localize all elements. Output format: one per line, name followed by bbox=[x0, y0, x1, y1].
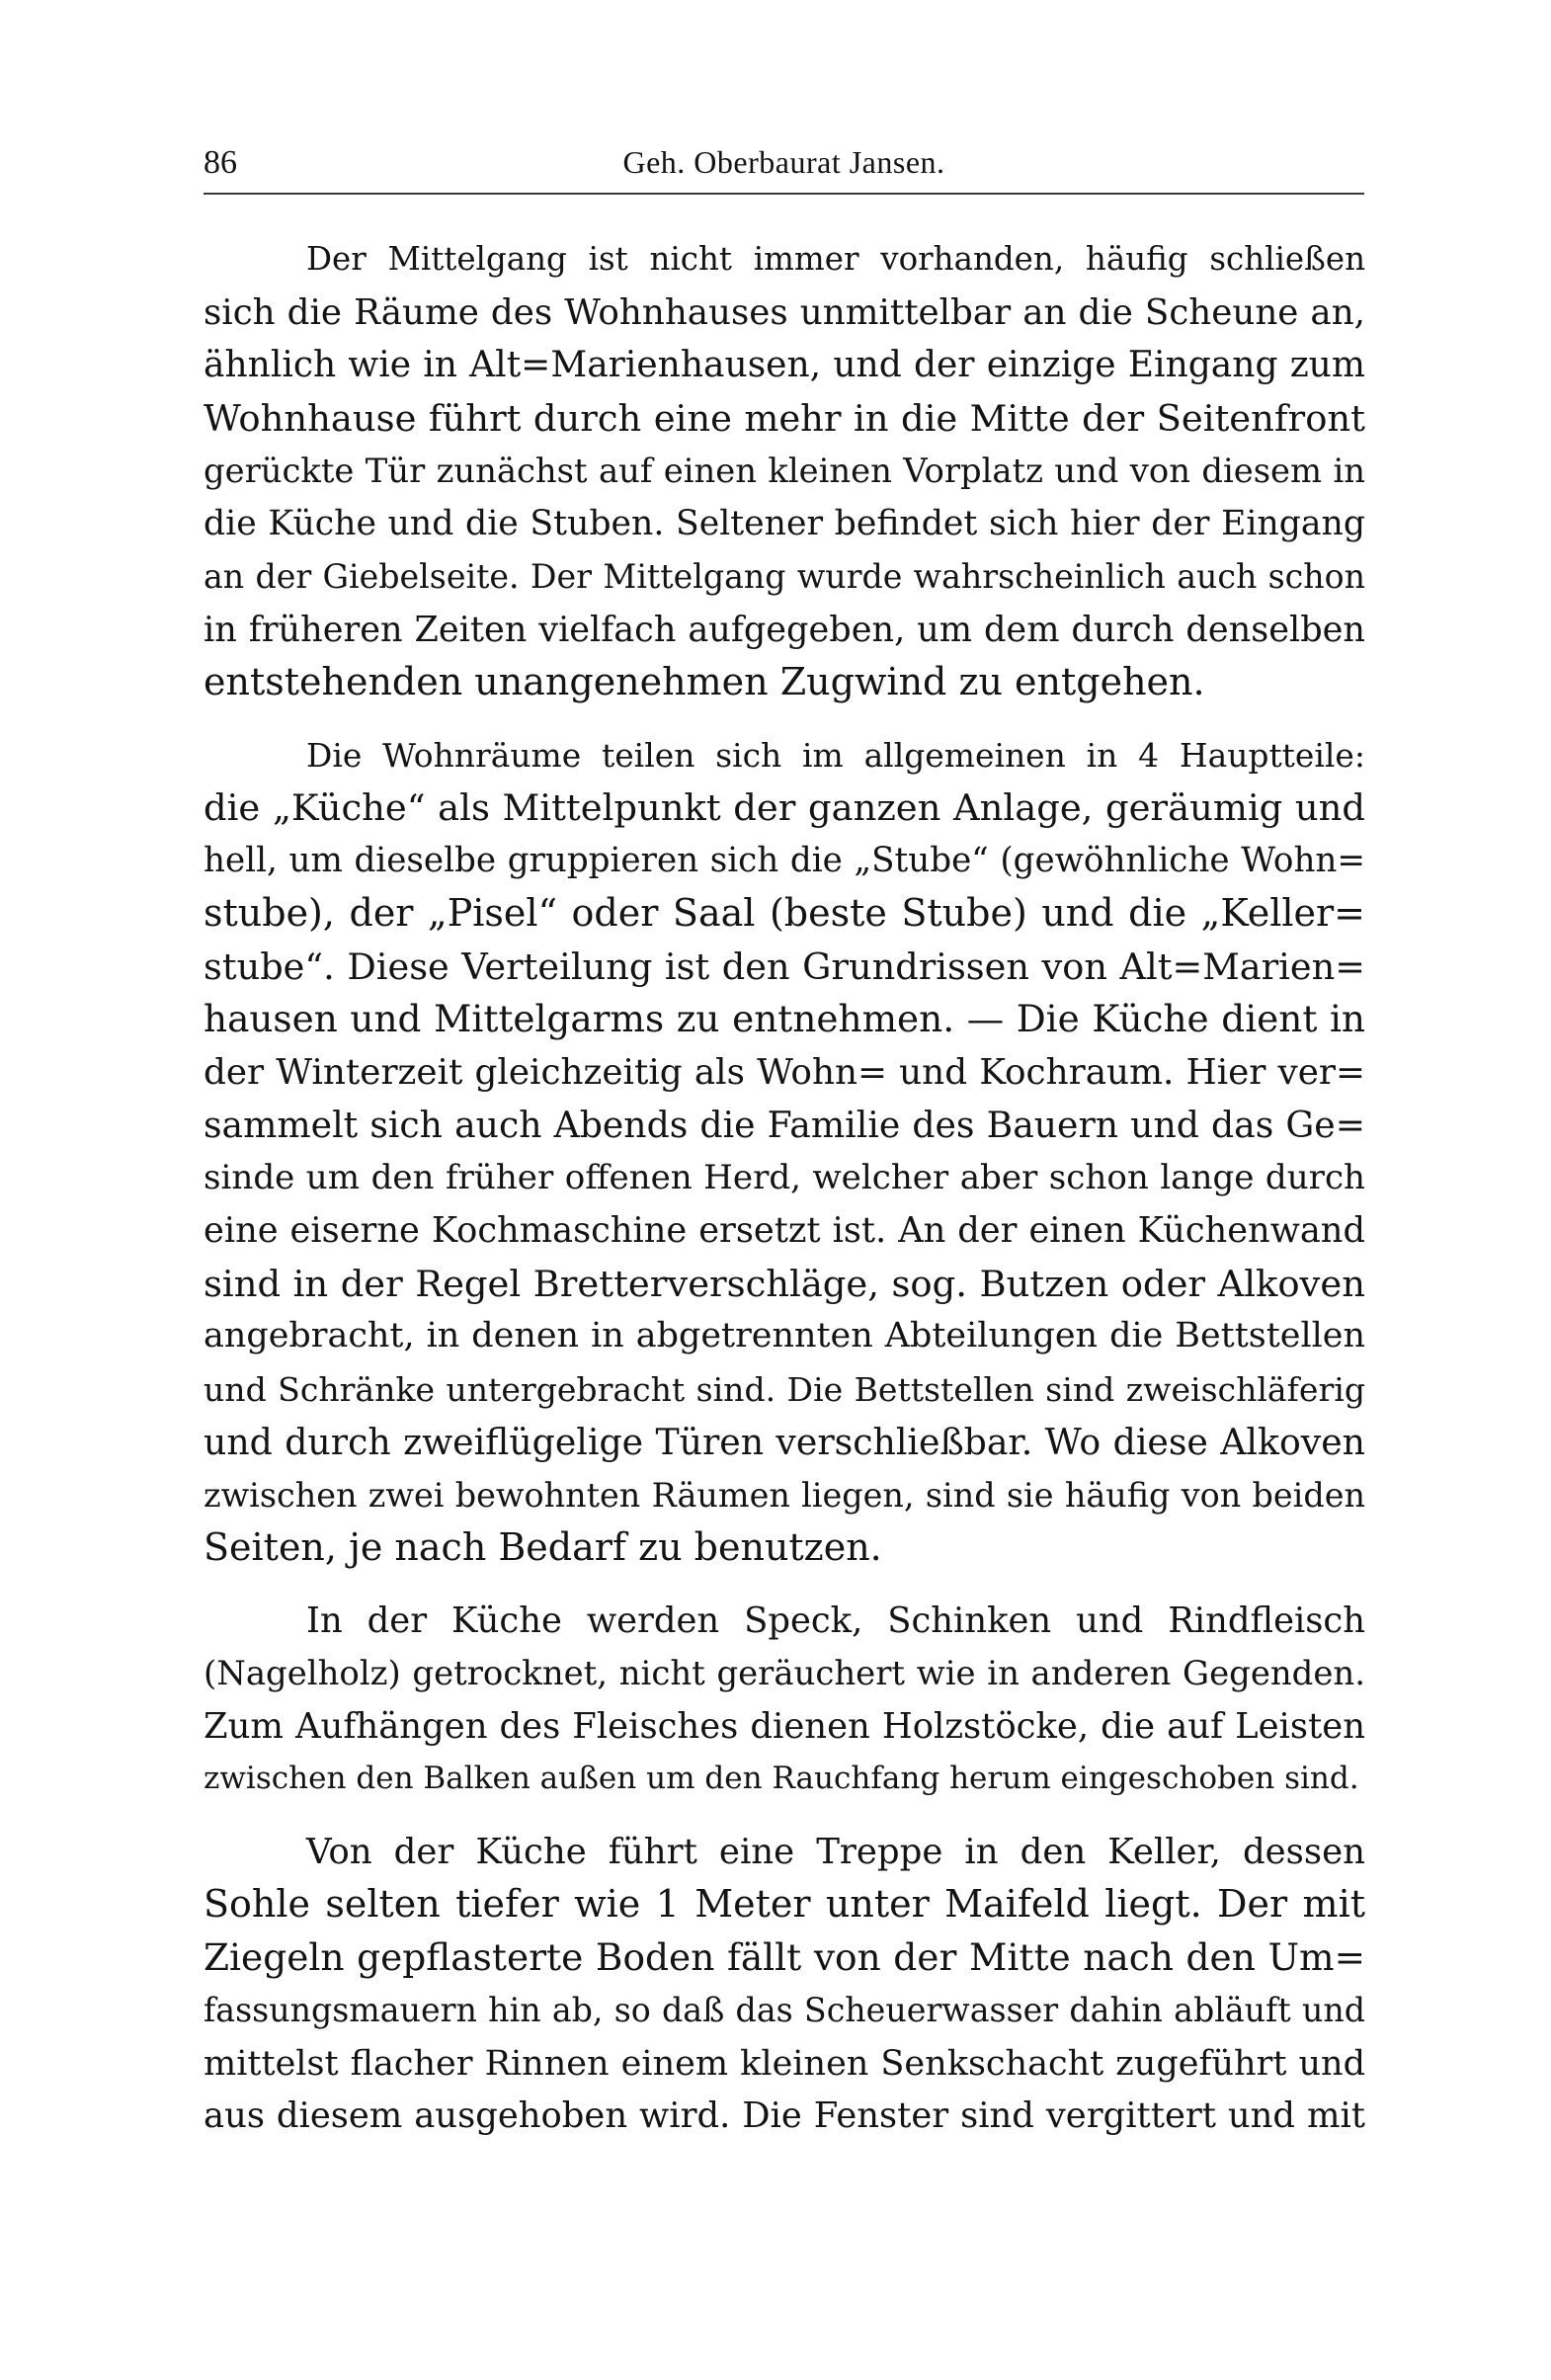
paragraph-2 bbox=[204, 729, 1365, 1575]
paragraph-4 bbox=[204, 1826, 1365, 2143]
text-line: und durch zweiflügelige Türen verschließbar. Wo diese Alkoven bbox=[204, 1421, 1365, 1463]
text-line: in früheren Zeiten vielfach aufgegeben, um dem durch denselben bbox=[204, 609, 1365, 650]
text-line: Seiten, je nach Bedarf zu benutzen. bbox=[204, 1525, 882, 1569]
page-number: 86 bbox=[204, 144, 237, 181]
text-line: Sohle selten tiefer wie 1 Meter unter Maifeld liegt. Der mit bbox=[204, 1882, 1365, 1926]
text-line: Von der Küche führt eine Treppe in den Keller, dessen bbox=[306, 1831, 1365, 1872]
text-line: gerückte Tür zunächst auf einen kleinen Vorplatz und von diesem in bbox=[204, 451, 1365, 490]
text-line: sind in der Regel Bretterverschläge, sog. Butzen oder Alkoven bbox=[204, 1262, 1365, 1305]
text-line: Wohnhause führt durch eine mehr in die Mitte der Seitenfront bbox=[204, 396, 1365, 440]
text-line: sinde um den früher offenen Herd, welcher aber schon lange durch bbox=[204, 1157, 1365, 1197]
running-title: Geh. Oberbaurat Jansen. bbox=[622, 144, 945, 180]
text-line: aus diesem ausgehoben wird. Die Fenster sind vergittert und mit bbox=[204, 2095, 1365, 2136]
paragraph-1 bbox=[204, 233, 1365, 709]
text-line: hausen und Mittelgarms zu entnehmen. — Die Küche dient in bbox=[204, 997, 1365, 1040]
text-line: angebracht, in denen in abgetrennten Abteilungen die Bettstellen bbox=[204, 1316, 1365, 1355]
body-text bbox=[204, 233, 1365, 2143]
header-rule bbox=[204, 193, 1364, 195]
text-line: ähnlich wie in Alt=Marienhausen, und der einzige Eingang zum bbox=[204, 345, 1365, 385]
text-line: Ziegeln gepflasterte Boden fällt von der Mitte nach den Um= bbox=[204, 1934, 1365, 1979]
text-line: die „Küche“ als Mittelpunkt der ganzen Anlage, geräumig und bbox=[204, 786, 1365, 829]
text-line: fassungsmauern hin ab, so daß das Scheuerwasser dahin abläuft und bbox=[204, 1991, 1365, 2029]
text-line: hell, um dieselbe gruppieren sich die „Stube“ (gewöhnliche Wohn= bbox=[204, 840, 1365, 880]
text-line: Die Wohnräume teilen sich im allgemeinen in 4 Hauptteile: bbox=[306, 735, 1365, 775]
text-line: stube“. Diese Verteilung ist den Grundrissen von Alt=Marien= bbox=[204, 944, 1365, 988]
text-line: zwischen zwei bewohnten Räumen liegen, sind sie häufig von beiden bbox=[204, 1475, 1365, 1515]
text-line: und Schränke untergebracht sind. Die Bettstellen sind zweischläferig bbox=[204, 1369, 1365, 1409]
text-line: die Küche und die Stuben. Seltener befindet sich hier der Eingang bbox=[204, 503, 1365, 543]
text-line: In der Küche werden Speck, Schinken und Rindfleisch bbox=[306, 1600, 1365, 1641]
text-line: Zum Aufhängen des Fleisches dienen Holzstöcke, die auf Leisten bbox=[204, 1705, 1365, 1747]
paragraph-3 bbox=[204, 1595, 1365, 1806]
text-line: mittelst flacher Rinnen einem kleinen Senkschacht zugeführt und bbox=[204, 2042, 1365, 2084]
text-line: der Winterzeit gleichzeitig als Wohn= und Kochraum. Hier ver= bbox=[204, 1051, 1365, 1093]
text-line: sich die Räume des Wohnhauses unmittelbar an die Scheune an, bbox=[204, 291, 1365, 333]
text-line: stube), der „Pisel“ oder Saal (beste Stube) und die „Keller= bbox=[204, 891, 1365, 935]
text-line: entstehenden unangenehmen Zugwind zu entgehen. bbox=[204, 660, 1205, 703]
text-line: (Nagelholz) getrocknet, nicht geräuchert wie in anderen Gegenden. bbox=[204, 1654, 1365, 1692]
text-line: eine eiserne Kochmaschine ersetzt ist. An der einen Küchenwand bbox=[204, 1210, 1365, 1251]
text-line: zwischen den Balken außen um den Rauchfang herum eingeschoben sind. bbox=[204, 1761, 1359, 1796]
text-line: Der Mittelgang ist nicht immer vorhanden, häufig schließen bbox=[306, 240, 1365, 278]
running-head bbox=[204, 138, 1364, 190]
text-line: sammelt sich auch Abends die Familie des Bauern und das Ge= bbox=[204, 1104, 1365, 1146]
text-line: an der Giebelseite. Der Mittelgang wurde wahrscheinlich auch schon bbox=[204, 557, 1365, 596]
